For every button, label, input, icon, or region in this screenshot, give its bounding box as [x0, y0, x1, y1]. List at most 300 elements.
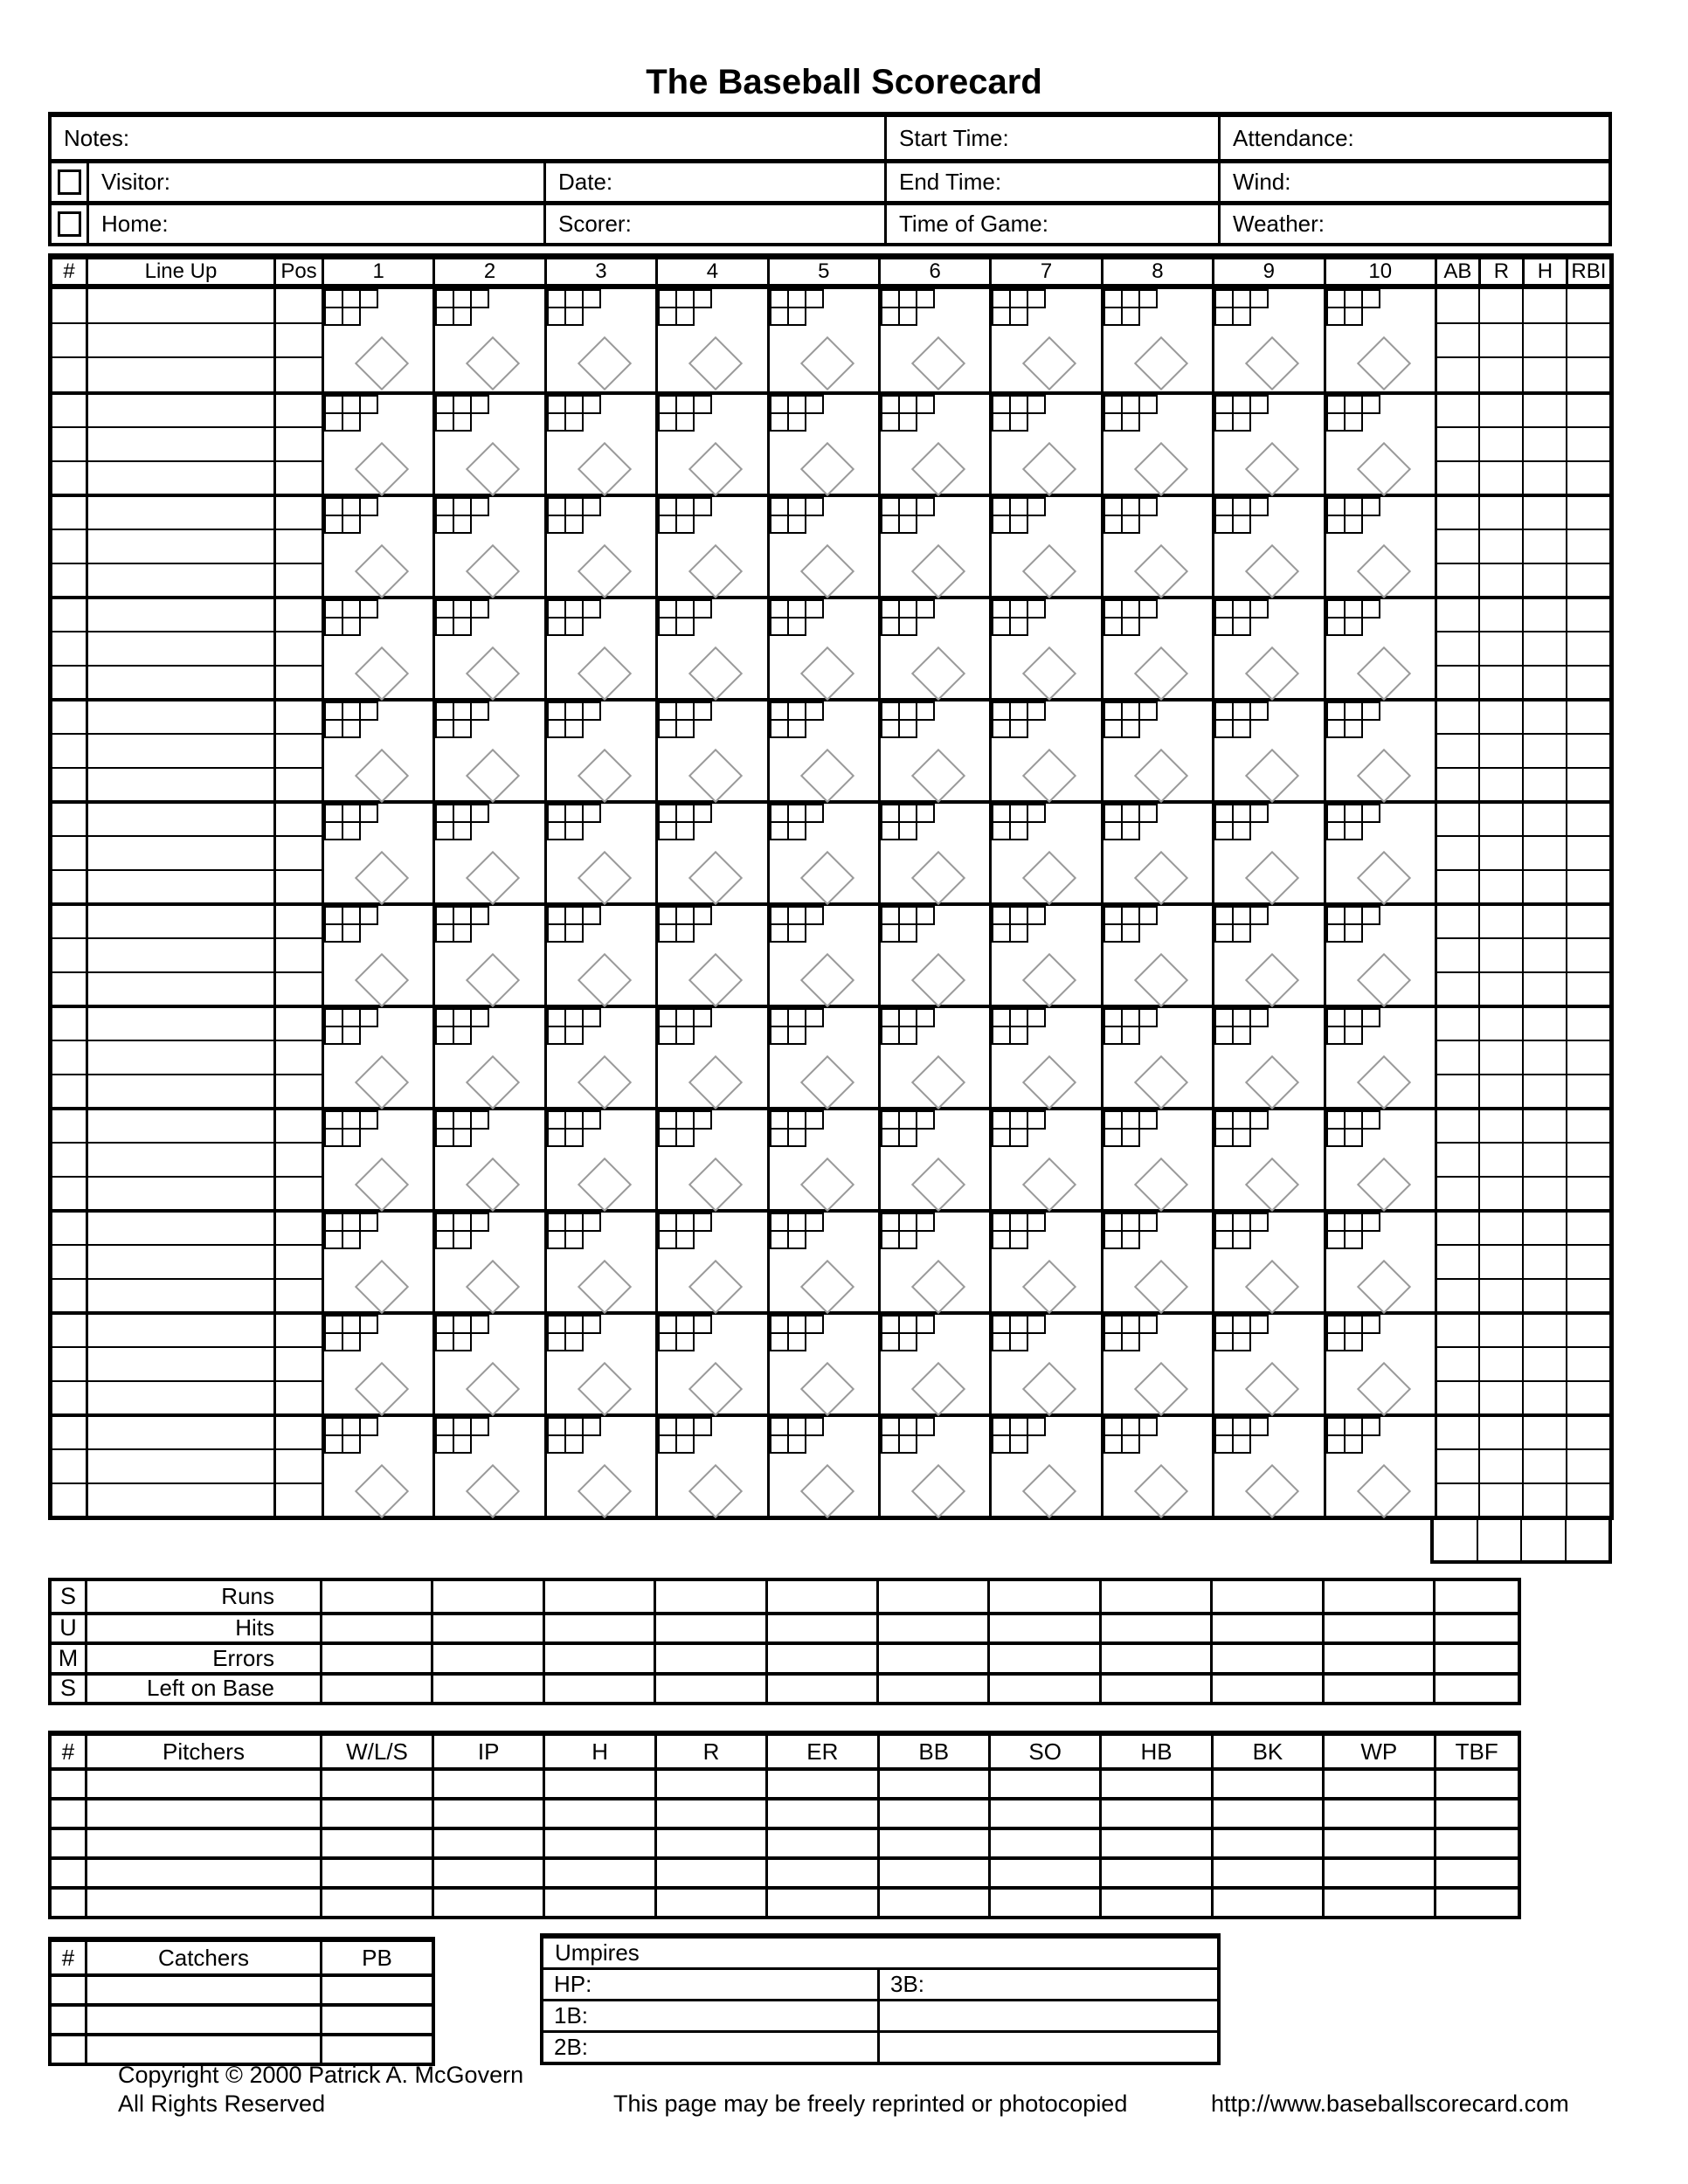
inning-scoring-cell[interactable] [322, 702, 432, 800]
stat-cell[interactable] [1437, 1008, 1478, 1040]
stat-cell[interactable] [1567, 563, 1609, 596]
inning-scoring-cell[interactable] [544, 1008, 655, 1107]
inning-scoring-cell[interactable] [878, 1110, 989, 1209]
lineup-name-cell[interactable] [88, 1176, 273, 1209]
lineup-name-cell[interactable] [88, 804, 273, 835]
stat-cell[interactable] [1437, 460, 1478, 494]
stat-cell[interactable] [1567, 599, 1609, 631]
pitcher-cell[interactable] [654, 1830, 765, 1856]
stat-cell[interactable] [1567, 1278, 1609, 1311]
inning-scoring-cell[interactable] [322, 395, 432, 494]
lineup-name-cell[interactable] [88, 906, 273, 937]
stat-cell[interactable] [1480, 1176, 1522, 1209]
inning-scoring-cell[interactable] [878, 599, 989, 698]
2b-umpire-field[interactable] [543, 2033, 877, 2062]
wind-field[interactable] [1218, 163, 1608, 201]
position-cell[interactable] [276, 1482, 322, 1516]
lineup-name-cell[interactable] [88, 1110, 273, 1142]
stat-cell[interactable] [1480, 289, 1522, 322]
inning-scoring-cell[interactable] [432, 1213, 543, 1311]
batter-number-cell[interactable] [52, 869, 86, 902]
stat-cell[interactable] [1480, 426, 1522, 460]
stat-cell[interactable] [1437, 702, 1478, 733]
inning-scoring-cell[interactable] [432, 1417, 543, 1516]
inning-scoring-cell[interactable] [878, 1213, 989, 1311]
stat-cell[interactable] [1480, 1244, 1522, 1277]
stat-cell[interactable] [1437, 1213, 1478, 1244]
start-time-field[interactable] [884, 117, 1218, 159]
pitcher-cell[interactable] [1211, 1860, 1322, 1886]
pitcher-cell[interactable] [1434, 1800, 1518, 1827]
pitcher-cell[interactable] [1322, 1890, 1433, 1916]
date-field[interactable] [543, 163, 884, 201]
position-cell[interactable] [276, 356, 322, 391]
lineup-name-cell[interactable] [88, 599, 273, 631]
pitcher-cell[interactable] [85, 1860, 320, 1886]
sums-total-cell[interactable] [1433, 1615, 1518, 1642]
batter-number-cell[interactable] [52, 1278, 86, 1311]
visitor-checkbox[interactable] [58, 169, 81, 195]
stat-cell[interactable] [1567, 937, 1609, 971]
umpire-extra-cell[interactable] [877, 2001, 1217, 2030]
position-cell[interactable] [276, 733, 322, 766]
stat-cell[interactable] [1437, 1380, 1478, 1413]
inning-scoring-cell[interactable] [1101, 599, 1212, 698]
position-cell[interactable] [276, 497, 322, 529]
stat-cell[interactable] [1437, 1040, 1478, 1073]
stat-cell[interactable] [1567, 529, 1609, 562]
inning-scoring-cell[interactable] [1324, 395, 1435, 494]
lineup-name-cell[interactable] [88, 426, 273, 460]
stat-cell[interactable] [1524, 1448, 1566, 1482]
sums-inning-cell[interactable] [431, 1581, 542, 1612]
pitcher-cell[interactable] [1099, 1890, 1210, 1916]
pitcher-cell[interactable] [765, 1800, 876, 1827]
pitcher-cell[interactable] [85, 1800, 320, 1827]
sums-inning-cell[interactable] [876, 1676, 987, 1703]
stat-cell[interactable] [1524, 426, 1566, 460]
position-cell[interactable] [276, 971, 322, 1005]
stat-cell[interactable] [1524, 1315, 1566, 1346]
stat-cell[interactable] [1480, 395, 1522, 426]
inning-scoring-cell[interactable] [1212, 804, 1323, 902]
inning-scoring-cell[interactable] [1324, 1008, 1435, 1107]
pitcher-cell[interactable] [1322, 1860, 1433, 1886]
team-total-cell[interactable] [1520, 1520, 1565, 1560]
stat-cell[interactable] [1437, 1482, 1478, 1516]
inning-scoring-cell[interactable] [1101, 1008, 1212, 1107]
position-cell[interactable] [276, 906, 322, 937]
pitcher-cell[interactable] [765, 1830, 876, 1856]
pitcher-cell[interactable] [988, 1830, 1099, 1856]
visitor-field[interactable] [86, 163, 543, 201]
sums-inning-cell[interactable] [1099, 1581, 1210, 1612]
stat-cell[interactable] [1480, 1278, 1522, 1311]
catcher-cell[interactable] [85, 2007, 320, 2033]
batter-number-cell[interactable] [52, 835, 86, 868]
inning-scoring-cell[interactable] [432, 395, 543, 494]
pitcher-cell[interactable] [1322, 1800, 1433, 1827]
stat-cell[interactable] [1480, 631, 1522, 664]
stat-cell[interactable] [1437, 804, 1478, 835]
stat-cell[interactable] [1567, 835, 1609, 868]
pitcher-cell[interactable] [320, 1771, 432, 1797]
stat-cell[interactable] [1480, 971, 1522, 1005]
inning-scoring-cell[interactable] [1324, 1315, 1435, 1413]
pitcher-cell[interactable] [432, 1800, 543, 1827]
position-cell[interactable] [276, 702, 322, 733]
batter-number-cell[interactable] [52, 1176, 86, 1209]
pitcher-cell[interactable] [1322, 1771, 1433, 1797]
position-cell[interactable] [276, 1278, 322, 1311]
position-cell[interactable] [276, 563, 322, 596]
stat-cell[interactable] [1480, 869, 1522, 902]
scorer-field[interactable] [543, 205, 884, 243]
stat-cell[interactable] [1480, 497, 1522, 529]
sums-inning-cell[interactable] [1099, 1615, 1210, 1642]
batter-number-cell[interactable] [52, 289, 86, 322]
stat-cell[interactable] [1437, 733, 1478, 766]
lineup-name-cell[interactable] [88, 395, 273, 426]
stat-cell[interactable] [1480, 1482, 1522, 1516]
stat-cell[interactable] [1567, 1482, 1609, 1516]
stat-cell[interactable] [1480, 733, 1522, 766]
inning-scoring-cell[interactable] [767, 289, 878, 391]
inning-scoring-cell[interactable] [878, 804, 989, 902]
inning-scoring-cell[interactable] [1101, 289, 1212, 391]
stat-cell[interactable] [1567, 1110, 1609, 1142]
stat-cell[interactable] [1524, 937, 1566, 971]
inning-scoring-cell[interactable] [432, 599, 543, 698]
batter-number-cell[interactable] [52, 767, 86, 800]
pitcher-cell[interactable] [320, 1860, 432, 1886]
position-cell[interactable] [276, 835, 322, 868]
stat-cell[interactable] [1480, 1448, 1522, 1482]
stat-cell[interactable] [1480, 599, 1522, 631]
batter-number-cell[interactable] [52, 497, 86, 529]
inning-scoring-cell[interactable] [767, 906, 878, 1005]
pitcher-cell[interactable] [1322, 1830, 1433, 1856]
inning-scoring-cell[interactable] [655, 1417, 766, 1516]
pitcher-cell[interactable] [988, 1890, 1099, 1916]
pitcher-cell[interactable] [1099, 1830, 1210, 1856]
stat-cell[interactable] [1524, 460, 1566, 494]
inning-scoring-cell[interactable] [1101, 1417, 1212, 1516]
batter-number-cell[interactable] [52, 733, 86, 766]
sums-inning-cell[interactable] [1322, 1676, 1433, 1703]
position-cell[interactable] [276, 1417, 322, 1448]
inning-scoring-cell[interactable] [544, 1315, 655, 1413]
stat-cell[interactable] [1480, 1380, 1522, 1413]
inning-scoring-cell[interactable] [432, 1110, 543, 1209]
lineup-name-cell[interactable] [88, 1213, 273, 1244]
stat-cell[interactable] [1524, 1417, 1566, 1448]
stat-cell[interactable] [1437, 869, 1478, 902]
batter-number-cell[interactable] [52, 702, 86, 733]
stat-cell[interactable] [1524, 289, 1566, 322]
sums-inning-cell[interactable] [543, 1615, 654, 1642]
inning-scoring-cell[interactable] [878, 1417, 989, 1516]
stat-cell[interactable] [1437, 1244, 1478, 1277]
end-time-field[interactable] [884, 163, 1218, 201]
lineup-name-cell[interactable] [88, 1244, 273, 1277]
pitcher-cell[interactable] [1434, 1860, 1518, 1886]
stat-cell[interactable] [1567, 1040, 1609, 1073]
position-cell[interactable] [276, 289, 322, 322]
stat-cell[interactable] [1567, 733, 1609, 766]
stat-cell[interactable] [1567, 1380, 1609, 1413]
inning-scoring-cell[interactable] [322, 289, 432, 391]
batter-number-cell[interactable] [52, 1244, 86, 1277]
pitcher-cell[interactable] [1434, 1771, 1518, 1797]
pitcher-cell[interactable] [654, 1771, 765, 1797]
batter-number-cell[interactable] [52, 971, 86, 1005]
batter-number-cell[interactable] [52, 937, 86, 971]
stat-cell[interactable] [1437, 1074, 1478, 1107]
stat-cell[interactable] [1480, 1417, 1522, 1448]
stat-cell[interactable] [1524, 1482, 1566, 1516]
stat-cell[interactable] [1524, 1244, 1566, 1277]
inning-scoring-cell[interactable] [655, 804, 766, 902]
inning-scoring-cell[interactable] [322, 1213, 432, 1311]
lineup-name-cell[interactable] [88, 702, 273, 733]
stat-cell[interactable] [1480, 702, 1522, 733]
stat-cell[interactable] [1524, 1380, 1566, 1413]
stat-cell[interactable] [1524, 1213, 1566, 1244]
inning-scoring-cell[interactable] [1212, 599, 1323, 698]
stat-cell[interactable] [1480, 767, 1522, 800]
lineup-name-cell[interactable] [88, 1008, 273, 1040]
batter-number-cell[interactable] [52, 1380, 86, 1413]
inning-scoring-cell[interactable] [767, 1008, 878, 1107]
pitcher-cell[interactable] [1099, 1860, 1210, 1886]
inning-scoring-cell[interactable] [544, 1110, 655, 1209]
position-cell[interactable] [276, 937, 322, 971]
inning-scoring-cell[interactable] [767, 804, 878, 902]
position-cell[interactable] [276, 631, 322, 664]
inning-scoring-cell[interactable] [767, 702, 878, 800]
stat-cell[interactable] [1480, 804, 1522, 835]
sums-inning-cell[interactable] [765, 1676, 876, 1703]
stat-cell[interactable] [1567, 804, 1609, 835]
inning-scoring-cell[interactable] [1212, 1417, 1323, 1516]
stat-cell[interactable] [1524, 1346, 1566, 1379]
inning-scoring-cell[interactable] [989, 1008, 1100, 1107]
catcher-cell[interactable] [320, 1977, 432, 2003]
inning-scoring-cell[interactable] [1212, 906, 1323, 1005]
inning-scoring-cell[interactable] [1212, 1110, 1323, 1209]
inning-scoring-cell[interactable] [432, 1315, 543, 1413]
position-cell[interactable] [276, 665, 322, 698]
stat-cell[interactable] [1524, 356, 1566, 391]
inning-scoring-cell[interactable] [322, 599, 432, 698]
inning-scoring-cell[interactable] [544, 289, 655, 391]
inning-scoring-cell[interactable] [1212, 1315, 1323, 1413]
sums-inning-cell[interactable] [876, 1645, 987, 1672]
catcher-cell[interactable] [52, 2036, 85, 2063]
inning-scoring-cell[interactable] [655, 599, 766, 698]
stat-cell[interactable] [1524, 322, 1566, 357]
lineup-name-cell[interactable] [88, 1417, 273, 1448]
stat-cell[interactable] [1567, 289, 1609, 322]
inning-scoring-cell[interactable] [655, 395, 766, 494]
pitcher-cell[interactable] [1211, 1800, 1322, 1827]
pitcher-cell[interactable] [765, 1860, 876, 1886]
position-cell[interactable] [276, 804, 322, 835]
stat-cell[interactable] [1480, 529, 1522, 562]
sums-inning-cell[interactable] [1099, 1645, 1210, 1672]
inning-scoring-cell[interactable] [1212, 1008, 1323, 1107]
sums-inning-cell[interactable] [320, 1645, 431, 1672]
inning-scoring-cell[interactable] [1212, 1213, 1323, 1311]
batter-number-cell[interactable] [52, 1008, 86, 1040]
batter-number-cell[interactable] [52, 804, 86, 835]
stat-cell[interactable] [1480, 1142, 1522, 1175]
stat-cell[interactable] [1480, 835, 1522, 868]
position-cell[interactable] [276, 1315, 322, 1346]
sums-inning-cell[interactable] [987, 1615, 1098, 1642]
inning-scoring-cell[interactable] [544, 702, 655, 800]
batter-number-cell[interactable] [52, 426, 86, 460]
stat-cell[interactable] [1480, 937, 1522, 971]
pitcher-cell[interactable] [654, 1800, 765, 1827]
sums-inning-cell[interactable] [1210, 1581, 1321, 1612]
inning-scoring-cell[interactable] [322, 906, 432, 1005]
lineup-name-cell[interactable] [88, 529, 273, 562]
inning-scoring-cell[interactable] [767, 1213, 878, 1311]
inning-scoring-cell[interactable] [1212, 497, 1323, 596]
sums-inning-cell[interactable] [320, 1615, 431, 1642]
inning-scoring-cell[interactable] [1324, 289, 1435, 391]
inning-scoring-cell[interactable] [432, 497, 543, 596]
inning-scoring-cell[interactable] [878, 1008, 989, 1107]
stat-cell[interactable] [1524, 906, 1566, 937]
inning-scoring-cell[interactable] [878, 702, 989, 800]
inning-scoring-cell[interactable] [989, 1417, 1100, 1516]
inning-scoring-cell[interactable] [989, 906, 1100, 1005]
lineup-name-cell[interactable] [88, 460, 273, 494]
pitcher-cell[interactable] [320, 1890, 432, 1916]
inning-scoring-cell[interactable] [878, 1315, 989, 1413]
pitcher-cell[interactable] [432, 1771, 543, 1797]
batter-number-cell[interactable] [52, 1448, 86, 1482]
inning-scoring-cell[interactable] [767, 1110, 878, 1209]
inning-scoring-cell[interactable] [1212, 395, 1323, 494]
stat-cell[interactable] [1437, 289, 1478, 322]
lineup-name-cell[interactable] [88, 322, 273, 357]
batter-number-cell[interactable] [52, 563, 86, 596]
inning-scoring-cell[interactable] [1212, 289, 1323, 391]
stat-cell[interactable] [1567, 1315, 1609, 1346]
lineup-name-cell[interactable] [88, 1315, 273, 1346]
inning-scoring-cell[interactable] [767, 1315, 878, 1413]
stat-cell[interactable] [1480, 1008, 1522, 1040]
stat-cell[interactable] [1437, 395, 1478, 426]
inning-scoring-cell[interactable] [432, 289, 543, 391]
position-cell[interactable] [276, 395, 322, 426]
stat-cell[interactable] [1437, 665, 1478, 698]
position-cell[interactable] [276, 322, 322, 357]
time-of-game-field[interactable] [884, 205, 1218, 243]
stat-cell[interactable] [1524, 563, 1566, 596]
inning-scoring-cell[interactable] [432, 906, 543, 1005]
stat-cell[interactable] [1567, 395, 1609, 426]
pitcher-cell[interactable] [988, 1800, 1099, 1827]
pitcher-cell[interactable] [543, 1890, 654, 1916]
pitcher-cell[interactable] [1099, 1771, 1210, 1797]
sums-inning-cell[interactable] [431, 1615, 542, 1642]
inning-scoring-cell[interactable] [432, 804, 543, 902]
sums-total-cell[interactable] [1433, 1581, 1518, 1612]
inning-scoring-cell[interactable] [878, 395, 989, 494]
inning-scoring-cell[interactable] [989, 702, 1100, 800]
inning-scoring-cell[interactable] [878, 906, 989, 1005]
position-cell[interactable] [276, 1448, 322, 1482]
inning-scoring-cell[interactable] [989, 497, 1100, 596]
inning-scoring-cell[interactable] [655, 1213, 766, 1311]
position-cell[interactable] [276, 1380, 322, 1413]
stat-cell[interactable] [1524, 395, 1566, 426]
stat-cell[interactable] [1524, 702, 1566, 733]
home-field[interactable] [86, 205, 543, 243]
batter-number-cell[interactable] [52, 631, 86, 664]
pitcher-cell[interactable] [1211, 1830, 1322, 1856]
inning-scoring-cell[interactable] [1324, 1213, 1435, 1311]
batter-number-cell[interactable] [52, 1417, 86, 1448]
stat-cell[interactable] [1480, 1110, 1522, 1142]
stat-cell[interactable] [1524, 767, 1566, 800]
stat-cell[interactable] [1437, 1110, 1478, 1142]
sums-inning-cell[interactable] [987, 1581, 1098, 1612]
inning-scoring-cell[interactable] [989, 289, 1100, 391]
sums-inning-cell[interactable] [543, 1581, 654, 1612]
pitcher-cell[interactable] [52, 1830, 85, 1856]
position-cell[interactable] [276, 1040, 322, 1073]
pitcher-cell[interactable] [1434, 1830, 1518, 1856]
pitcher-cell[interactable] [432, 1860, 543, 1886]
pitcher-cell[interactable] [432, 1890, 543, 1916]
inning-scoring-cell[interactable] [432, 702, 543, 800]
stat-cell[interactable] [1524, 1176, 1566, 1209]
lineup-name-cell[interactable] [88, 835, 273, 868]
inning-scoring-cell[interactable] [1324, 1110, 1435, 1209]
sums-inning-cell[interactable] [654, 1615, 764, 1642]
sums-inning-cell[interactable] [987, 1645, 1098, 1672]
pitcher-cell[interactable] [877, 1830, 988, 1856]
batter-number-cell[interactable] [52, 1074, 86, 1107]
pitcher-cell[interactable] [432, 1830, 543, 1856]
inning-scoring-cell[interactable] [655, 1008, 766, 1107]
pitcher-cell[interactable] [52, 1860, 85, 1886]
inning-scoring-cell[interactable] [767, 497, 878, 596]
stat-cell[interactable] [1437, 631, 1478, 664]
pitcher-cell[interactable] [1211, 1890, 1322, 1916]
pitcher-cell[interactable] [654, 1860, 765, 1886]
lineup-name-cell[interactable] [88, 1040, 273, 1073]
position-cell[interactable] [276, 599, 322, 631]
pitcher-cell[interactable] [988, 1771, 1099, 1797]
sums-inning-cell[interactable] [1322, 1615, 1433, 1642]
batter-number-cell[interactable] [52, 1213, 86, 1244]
inning-scoring-cell[interactable] [322, 1417, 432, 1516]
pitcher-cell[interactable] [543, 1860, 654, 1886]
stat-cell[interactable] [1437, 1448, 1478, 1482]
stat-cell[interactable] [1567, 702, 1609, 733]
stat-cell[interactable] [1567, 1417, 1609, 1448]
sums-inning-cell[interactable] [876, 1615, 987, 1642]
batter-number-cell[interactable] [52, 1110, 86, 1142]
sums-total-cell[interactable] [1433, 1676, 1518, 1703]
